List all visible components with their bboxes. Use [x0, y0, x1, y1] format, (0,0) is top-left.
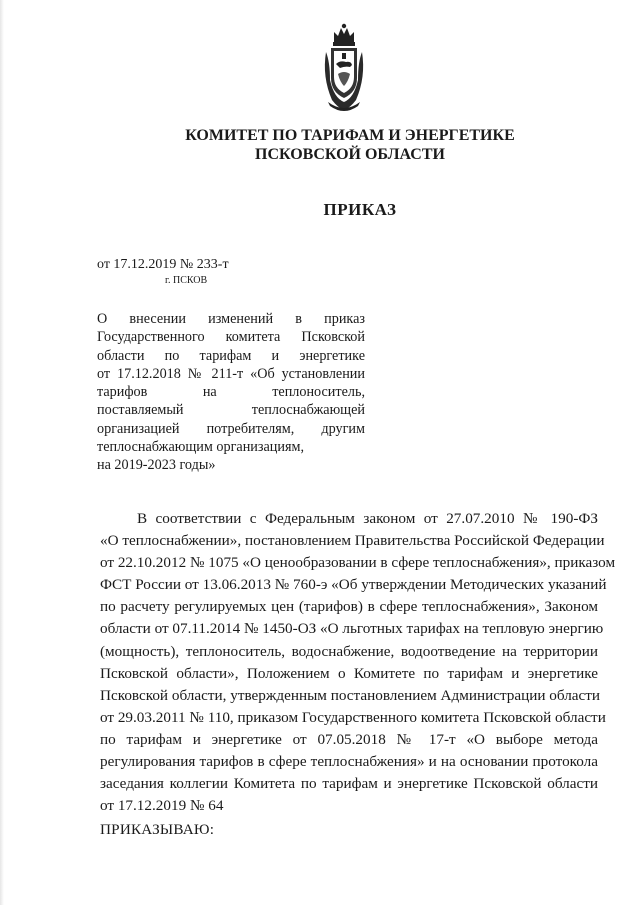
order-city: г. ПСКОВ: [165, 275, 208, 286]
body-line: области от 07.11.2014 № 1450-ОЗ «О льготных тарифах на тепловую энергию: [100, 620, 604, 638]
order-subject: [97, 310, 365, 475]
order-date-number: от 17.12.2019 № 233-т: [97, 257, 229, 272]
subject-line: поставляемый теплоснабжающей: [97, 402, 365, 419]
body-line: ФСТ России от 13.06.2013 № 760-э «Об утверждении Методических указаний: [100, 576, 607, 594]
body-line: В соответствии с Федеральным законом от 27.07.2010 № 190-ФЗ: [137, 510, 598, 527]
coat-of-arms-icon: [318, 22, 370, 112]
body-line: Псковской области», Положением о Комитете по тарифам и энергетике: [100, 664, 598, 682]
order-command: ПРИКАЗЫВАЮ:: [100, 821, 215, 838]
body-line: заседания коллегии Комитета по тарифам и энергетике Псковской области: [100, 775, 598, 793]
body-line: по расчету регулируемых цен (тарифов) в сфере теплоснабжения», Законом: [100, 598, 598, 616]
subject-line: на 2019-2023 годы»: [97, 457, 216, 474]
subject-line: тарифов на теплоноситель,: [97, 384, 365, 401]
subject-line: теплоснабжающим организациям,: [97, 439, 305, 456]
organization-line-1: КОМИТЕТ ПО ТАРИФАМ И ЭНЕРГЕТИКЕ: [185, 127, 515, 144]
subject-line: Государственного комитета Псковской: [97, 329, 365, 346]
body-line: по тарифам и энергетике от 07.05.2018 № 17-т «О выборе метода: [100, 730, 598, 748]
body-line: от 29.03.2011 № 110, приказом Государственного комитета Псковской области: [100, 708, 606, 726]
body-line: Псковской области, утвержденным постановлением Администрации области: [100, 686, 601, 704]
body-line: (мощность), теплоноситель, водоснабжение, водоотведение на территории: [100, 642, 598, 660]
subject-line: от 17.12.2018 № 211-т «Об установлении: [97, 365, 365, 382]
organization-line-2: ПСКОВСКОЙ ОБЛАСТИ: [255, 146, 445, 163]
order-preamble: [100, 508, 616, 817]
document-type-title: ПРИКАЗ: [323, 200, 397, 219]
subject-line: области по тарифам и энергетике: [97, 347, 365, 364]
scan-edge: [0, 0, 4, 905]
subject-line: О внесении изменений в приказ: [97, 311, 365, 327]
body-line: от 17.12.2019 № 64: [100, 797, 224, 815]
subject-line: организацией потребителям, другим: [97, 420, 365, 437]
body-line: регулирования тарифов в сфере теплоснабжения» и на основании протокола: [100, 753, 598, 771]
body-line: «О теплоснабжении», постановлением Правительства Российской Федерации: [100, 532, 605, 550]
organization-name: [150, 126, 550, 164]
body-line: от 22.10.2012 № 1075 «О ценообразовании в сфере теплоснабжения», приказом: [100, 554, 616, 572]
